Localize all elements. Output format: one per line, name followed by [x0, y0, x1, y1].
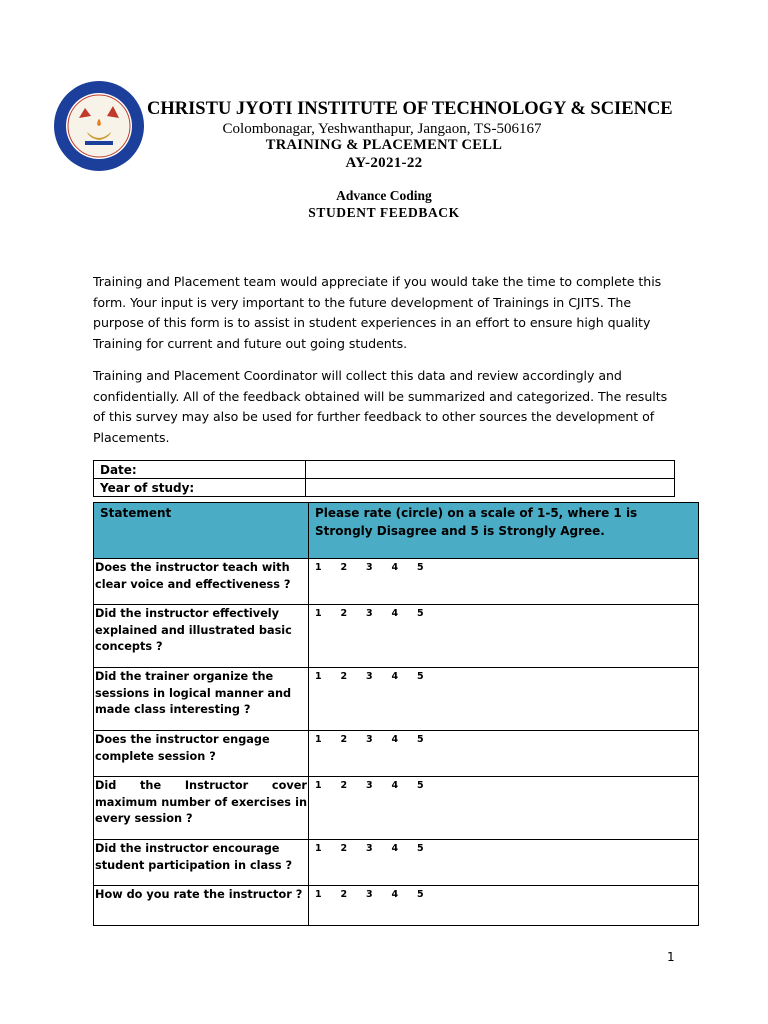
rating-option-1[interactable]: 1	[315, 671, 322, 682]
feedback-row	[94, 559, 699, 605]
statement-cell: Did the Instructor cover maximum number of exercises in every session ?	[94, 777, 309, 840]
rating-scale[interactable]	[309, 668, 699, 731]
course-title: Advance Coding	[336, 188, 432, 203]
date-field[interactable]	[306, 461, 675, 479]
rating-option-2[interactable]: 2	[340, 562, 348, 573]
cell-title: TRAINING & PLACEMENT CELL	[265, 137, 503, 153]
rating-option-4[interactable]: 4	[391, 734, 399, 745]
rating-option-2[interactable]: 2	[340, 608, 348, 619]
rating-option-4[interactable]: 4	[391, 780, 399, 791]
institute-address: Colombonagar, Yeshwanthapur, Jangaon, TS-506167	[222, 121, 542, 137]
rating-option-5[interactable]: 5	[417, 780, 424, 791]
year-label: Year of study:	[94, 479, 306, 497]
student-info-table	[93, 460, 675, 497]
statement-cell: Did the instructor effectively explained and illustrated basic concepts ?	[94, 605, 309, 668]
feedback-row	[94, 668, 699, 731]
rating-option-5[interactable]: 5	[417, 562, 424, 573]
rating-option-1[interactable]: 1	[315, 889, 322, 900]
rating-option-5[interactable]: 5	[417, 671, 424, 682]
feedback-table	[93, 502, 699, 926]
rating-option-3[interactable]: 3	[366, 780, 373, 791]
feedback-row	[94, 886, 699, 926]
rating-option-3[interactable]: 3	[366, 889, 373, 900]
feedback-row	[94, 777, 699, 840]
year-field[interactable]	[306, 479, 675, 497]
feedback-row	[94, 605, 699, 668]
feedback-row	[94, 840, 699, 886]
statement-cell: How do you rate the instructor ?	[94, 886, 309, 926]
rating-option-1[interactable]: 1	[315, 843, 322, 854]
info-row-date	[94, 461, 675, 479]
rating-scale[interactable]	[309, 559, 699, 605]
rating-scale[interactable]	[309, 840, 699, 886]
rating-scale[interactable]	[309, 777, 699, 840]
institute-name: CHRISTU JYOTI INSTITUTE OF TECHNOLOGY & SCIENCE	[147, 99, 673, 119]
feedback-header-row	[94, 503, 699, 559]
rating-option-1[interactable]: 1	[315, 562, 322, 573]
date-label: Date:	[94, 461, 306, 479]
statement-header: Statement	[94, 503, 309, 559]
form-title: STUDENT FEEDBACK	[308, 205, 460, 220]
rating-option-2[interactable]: 2	[340, 889, 348, 900]
rating-option-5[interactable]: 5	[417, 734, 424, 745]
rating-option-1[interactable]: 1	[315, 608, 322, 619]
statement-cell: Did the instructor encourage student participation in class ?	[94, 840, 309, 886]
rating-scale[interactable]	[309, 731, 699, 777]
rating-option-3[interactable]: 3	[366, 608, 373, 619]
rating-option-4[interactable]: 4	[391, 889, 399, 900]
academic-year: AY-2021-22	[345, 155, 423, 171]
rating-option-3[interactable]: 3	[366, 734, 373, 745]
rating-option-3[interactable]: 3	[366, 562, 373, 573]
rating-option-2[interactable]: 2	[340, 780, 348, 791]
feedback-row	[94, 731, 699, 777]
intro-paragraph-2: Training and Placement Coordinator will collect this data and review accordingly and confidentially. All of the feedback obtained will be summarized and categorized. The results of this survey may also be used for further feedback to other sources the development of Placements.	[93, 368, 668, 445]
rating-option-4[interactable]: 4	[391, 671, 399, 682]
rating-option-4[interactable]: 4	[391, 843, 399, 854]
statement-cell: Did the trainer organize the sessions in logical manner and made class interesting ?	[94, 668, 309, 731]
statement-cell: Does the instructor teach with clear voice and effectiveness ?	[94, 559, 309, 605]
rating-option-2[interactable]: 2	[340, 671, 348, 682]
rating-option-2[interactable]: 2	[340, 843, 348, 854]
page-number: 1	[667, 950, 675, 964]
rating-option-5[interactable]: 5	[417, 889, 424, 900]
rating-option-4[interactable]: 4	[391, 608, 399, 619]
rating-option-5[interactable]: 5	[417, 843, 424, 854]
rating-scale[interactable]	[309, 886, 699, 926]
rating-option-2[interactable]: 2	[340, 734, 348, 745]
intro-paragraph-1: Training and Placement team would appreciate if you would take the time to complete this form. Your input is very important to the future development of Trainings in CJITS. The purpose of this form is to assist in student experiences in an effort to ensure high quality Training for current and future out going students.	[93, 274, 662, 351]
statement-cell: Does the instructor engage complete session ?	[94, 731, 309, 777]
rating-option-3[interactable]: 3	[366, 843, 373, 854]
rating-option-1[interactable]: 1	[315, 780, 322, 791]
rating-option-3[interactable]: 3	[366, 671, 373, 682]
rating-option-5[interactable]: 5	[417, 608, 424, 619]
info-row-year	[94, 479, 675, 497]
rating-option-4[interactable]: 4	[391, 562, 399, 573]
rating-scale[interactable]	[309, 605, 699, 668]
rating-header: Please rate (circle) on a scale of 1-5, where 1 is Strongly Disagree and 5 is Strongly Agree.	[309, 503, 699, 559]
rating-option-1[interactable]: 1	[315, 734, 322, 745]
